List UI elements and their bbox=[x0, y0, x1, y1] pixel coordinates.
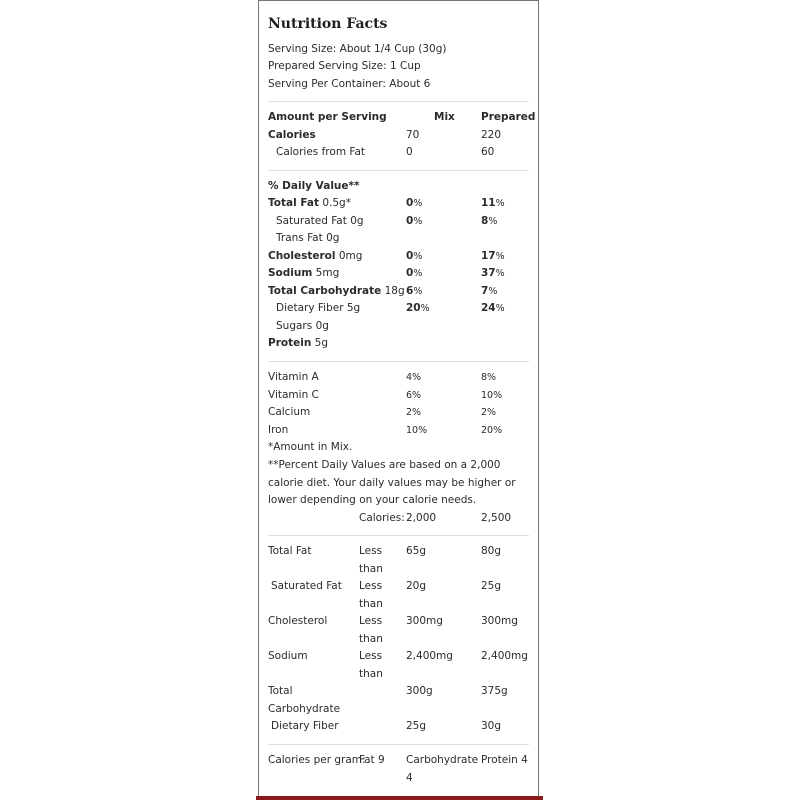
limit-value-2500: 375g bbox=[481, 685, 508, 697]
page-title: Nutrition Facts bbox=[268, 16, 388, 32]
total-carbohydrate-prepared-dv: 7% bbox=[481, 285, 498, 297]
divider bbox=[268, 170, 529, 171]
limit-qualifier: Less than bbox=[359, 545, 383, 575]
limit-value-2500: 80g bbox=[481, 545, 502, 557]
calories-from-fat-label: Calories from Fat bbox=[276, 146, 366, 158]
total-fat-prepared-dv: 11% bbox=[481, 197, 505, 209]
calories-prepared: 220 bbox=[481, 129, 502, 141]
limit-value-2500: 30g bbox=[481, 720, 502, 732]
sodium-mix-dv: 0% bbox=[406, 267, 423, 279]
calcium-label: Calcium bbox=[268, 406, 311, 418]
limit-value-2000: 65g bbox=[406, 545, 427, 557]
limit-name-saturated-fat: Saturated Fat bbox=[271, 580, 342, 592]
calorie-reference-2000: 2,000 bbox=[406, 512, 437, 524]
vitamin-c-label: Vitamin C bbox=[268, 389, 319, 401]
calories-label: Calories bbox=[268, 129, 316, 141]
limit-name-cholesterol: Cholesterol bbox=[268, 615, 328, 627]
limit-name-total-carbohydrate: Total Carbohydrate bbox=[268, 685, 341, 715]
limit-value-2500: 2,400mg bbox=[481, 650, 528, 662]
vitamin-a-label: Vitamin A bbox=[268, 371, 319, 383]
nutrient-row-protein: Protein 5g bbox=[268, 337, 329, 349]
calories-from-fat-mix: 0 bbox=[406, 146, 413, 158]
amount-header-label: Amount per Serving bbox=[268, 111, 387, 123]
dietary-fiber-prepared-dv: 24% bbox=[481, 302, 505, 314]
limit-value-2000: 20g bbox=[406, 580, 427, 592]
iron-mix: 10% bbox=[406, 425, 428, 436]
daily-value-header: % Daily Value** bbox=[268, 180, 360, 192]
footnote-amount: *Amount in Mix. bbox=[268, 441, 353, 453]
footnote-daily-values: **Percent Daily Values are based on a 2,000 calorie diet. Your daily values may be higher or lower depending on your calorie needs. bbox=[268, 459, 516, 506]
nutrient-row-trans-fat: Trans Fat 0g bbox=[276, 232, 340, 244]
limit-value-2500: 300mg bbox=[481, 615, 518, 627]
divider bbox=[268, 535, 529, 536]
nutrient-row-cholesterol: Cholesterol 0mg bbox=[268, 250, 363, 262]
cholesterol-mix-dv: 0% bbox=[406, 250, 423, 262]
nutrient-row-total-carbohydrate: Total Carbohydrate 18g bbox=[268, 285, 405, 297]
total-carbohydrate-mix-dv: 6% bbox=[406, 285, 423, 297]
limit-value-2000: 2,400mg bbox=[406, 650, 453, 662]
limit-qualifier: Less than bbox=[359, 615, 383, 645]
divider bbox=[268, 361, 529, 362]
limit-value-2000: 300mg bbox=[406, 615, 443, 627]
saturated-fat-prepared-dv: 8% bbox=[481, 215, 498, 227]
limit-qualifier: Less than bbox=[359, 650, 383, 680]
iron-label: Iron bbox=[268, 424, 289, 436]
dietary-fiber-mix-dv: 20% bbox=[406, 302, 430, 314]
limit-name-total-fat: Total Fat bbox=[268, 545, 312, 557]
limit-name-dietary-fiber: Dietary Fiber bbox=[271, 720, 339, 732]
nutrition-facts-panel bbox=[258, 0, 539, 796]
calcium-mix: 2% bbox=[406, 407, 422, 418]
bottom-accent-bar bbox=[256, 796, 543, 800]
limit-qualifier: Less than bbox=[359, 580, 383, 610]
limit-value-2000: 25g bbox=[406, 720, 427, 732]
calories-per-gram-label: Calories per gram: bbox=[268, 754, 366, 766]
nutrient-row-sodium: Sodium 5mg bbox=[268, 267, 340, 279]
sodium-prepared-dv: 37% bbox=[481, 267, 505, 279]
saturated-fat-mix-dv: 0% bbox=[406, 215, 423, 227]
nutrient-row-saturated-fat: Saturated Fat 0g bbox=[276, 215, 364, 227]
servings-per-container: Serving Per Container: About 6 bbox=[268, 78, 431, 90]
vitamin-a-mix: 4% bbox=[406, 372, 422, 383]
calories-mix: 70 bbox=[406, 129, 420, 141]
serving-size: Serving Size: About 1/4 Cup (30g) bbox=[268, 43, 447, 55]
limit-value-2500: 25g bbox=[481, 580, 502, 592]
total-fat-mix-dv: 0% bbox=[406, 197, 423, 209]
limit-name-sodium: Sodium bbox=[268, 650, 308, 662]
mix-column-header: Mix bbox=[434, 111, 455, 123]
vitamin-c-mix: 6% bbox=[406, 390, 422, 401]
divider bbox=[268, 744, 529, 745]
cholesterol-prepared-dv: 17% bbox=[481, 250, 505, 262]
calories-from-fat-prepared: 60 bbox=[481, 146, 495, 158]
vitamin-c-prepared: 10% bbox=[481, 390, 503, 401]
calories-per-gram-protein: Protein 4 bbox=[481, 754, 528, 766]
calories-per-gram-fat: Fat 9 bbox=[359, 754, 385, 766]
nutrient-row-sugars: Sugars 0g bbox=[276, 320, 329, 332]
nutrient-row-dietary-fiber: Dietary Fiber 5g bbox=[276, 302, 361, 314]
calcium-prepared: 2% bbox=[481, 407, 497, 418]
calorie-reference-label: Calories: bbox=[359, 512, 405, 524]
prepared-serving-size: Prepared Serving Size: 1 Cup bbox=[268, 60, 421, 72]
prepared-column-header: Prepared bbox=[481, 111, 536, 123]
nutrient-row-total-fat: Total Fat 0.5g* bbox=[268, 197, 351, 209]
calories-per-gram-carbohydrate: Carbohydrate 4 bbox=[406, 754, 479, 784]
vitamin-a-prepared: 8% bbox=[481, 372, 497, 383]
iron-prepared: 20% bbox=[481, 425, 503, 436]
divider bbox=[268, 101, 529, 102]
calorie-reference-2500: 2,500 bbox=[481, 512, 512, 524]
limit-value-2000: 300g bbox=[406, 685, 433, 697]
